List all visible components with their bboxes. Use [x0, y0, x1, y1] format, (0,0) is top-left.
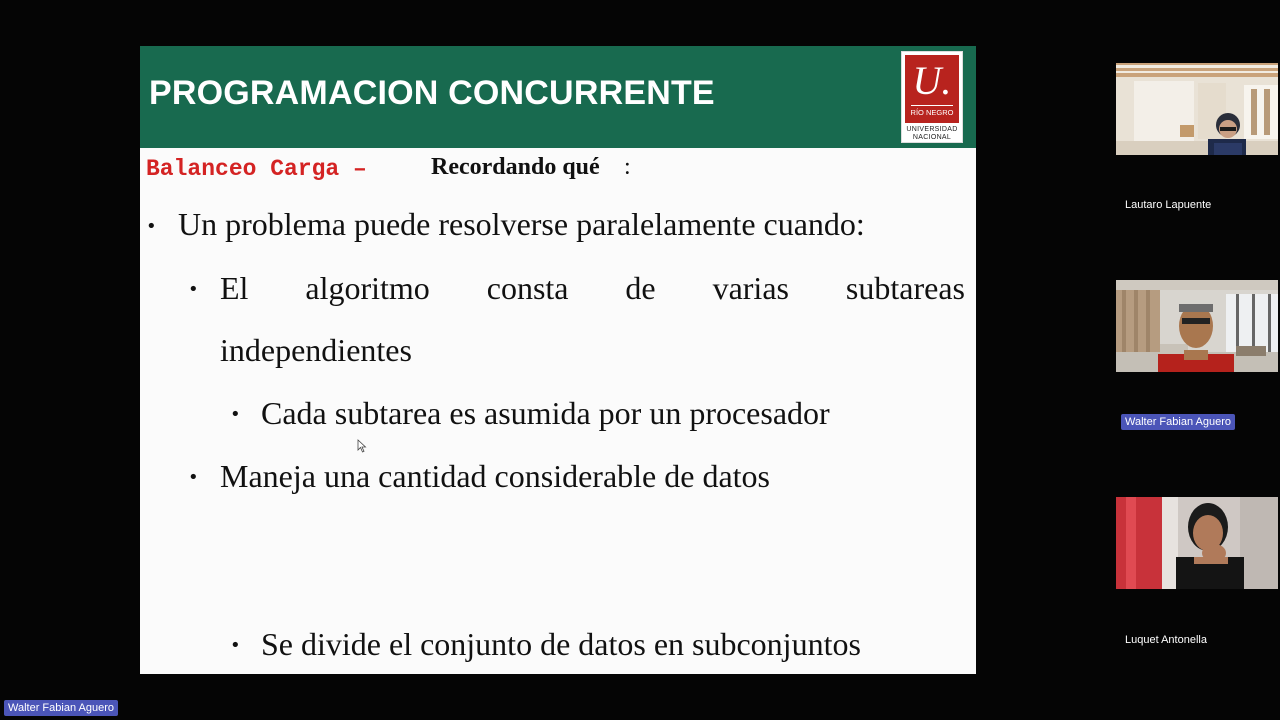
logo-line-1: UNIVERSIDAD: [906, 126, 958, 133]
bullet-2-line-2: independientes: [220, 332, 412, 368]
bullet-4: Maneja una cantidad considerable de datos: [220, 458, 770, 494]
logo-mark: U.: [912, 58, 952, 103]
subtitle-colon: :: [624, 154, 631, 180]
word: El: [220, 270, 249, 306]
word: de: [625, 270, 656, 306]
bullet-dot: •: [188, 279, 199, 300]
word: consta: [486, 270, 569, 306]
logo-sub: RÍO NEGRO: [911, 105, 954, 117]
subtitle-red: Balanceo Carga –: [146, 156, 367, 182]
slide-title: PROGRAMACION CONCURRENTE: [149, 74, 715, 112]
bullet-dot: •: [188, 467, 199, 488]
participant-video-luquet[interactable]: [1116, 497, 1278, 589]
university-logo: [901, 51, 963, 143]
bullet-5: Se divide el conjunto de datos en subconjuntos: [261, 626, 861, 662]
word: subtareas: [845, 270, 965, 306]
active-speaker-name: Walter Fabian Aguero: [1121, 414, 1235, 430]
bullet-dot: •: [146, 216, 157, 237]
video-room-image: [1116, 63, 1278, 155]
participant-video-walter[interactable]: [1116, 280, 1278, 372]
logo-emblem: [905, 55, 959, 123]
word: varias: [712, 270, 789, 306]
video-room-image: [1116, 497, 1278, 589]
bullet-3: Cada subtarea es asumida por un procesador: [261, 395, 830, 431]
bullet-1: Un problema puede resolverse paralelamente cuando:: [178, 206, 865, 242]
bullet-2-line-1: [220, 270, 965, 307]
participant-video-lautaro[interactable]: [1116, 63, 1278, 155]
participant-name: Luquet Antonella: [1125, 634, 1207, 646]
word: algoritmo: [305, 270, 430, 306]
bullet-dot: •: [230, 404, 241, 425]
slide-header: [140, 46, 976, 148]
subtitle-black: Recordando qué: [431, 154, 600, 180]
mouse-cursor-icon: [357, 439, 367, 453]
bullet-dot: •: [230, 635, 241, 656]
shared-slide: [140, 46, 976, 674]
presenter-name-label: Walter Fabian Aguero: [4, 700, 118, 716]
logo-line-2: NACIONAL: [912, 134, 952, 141]
participant-name: Lautaro Lapuente: [1125, 199, 1212, 211]
video-room-image: [1116, 280, 1278, 372]
logo-text: [902, 126, 962, 142]
